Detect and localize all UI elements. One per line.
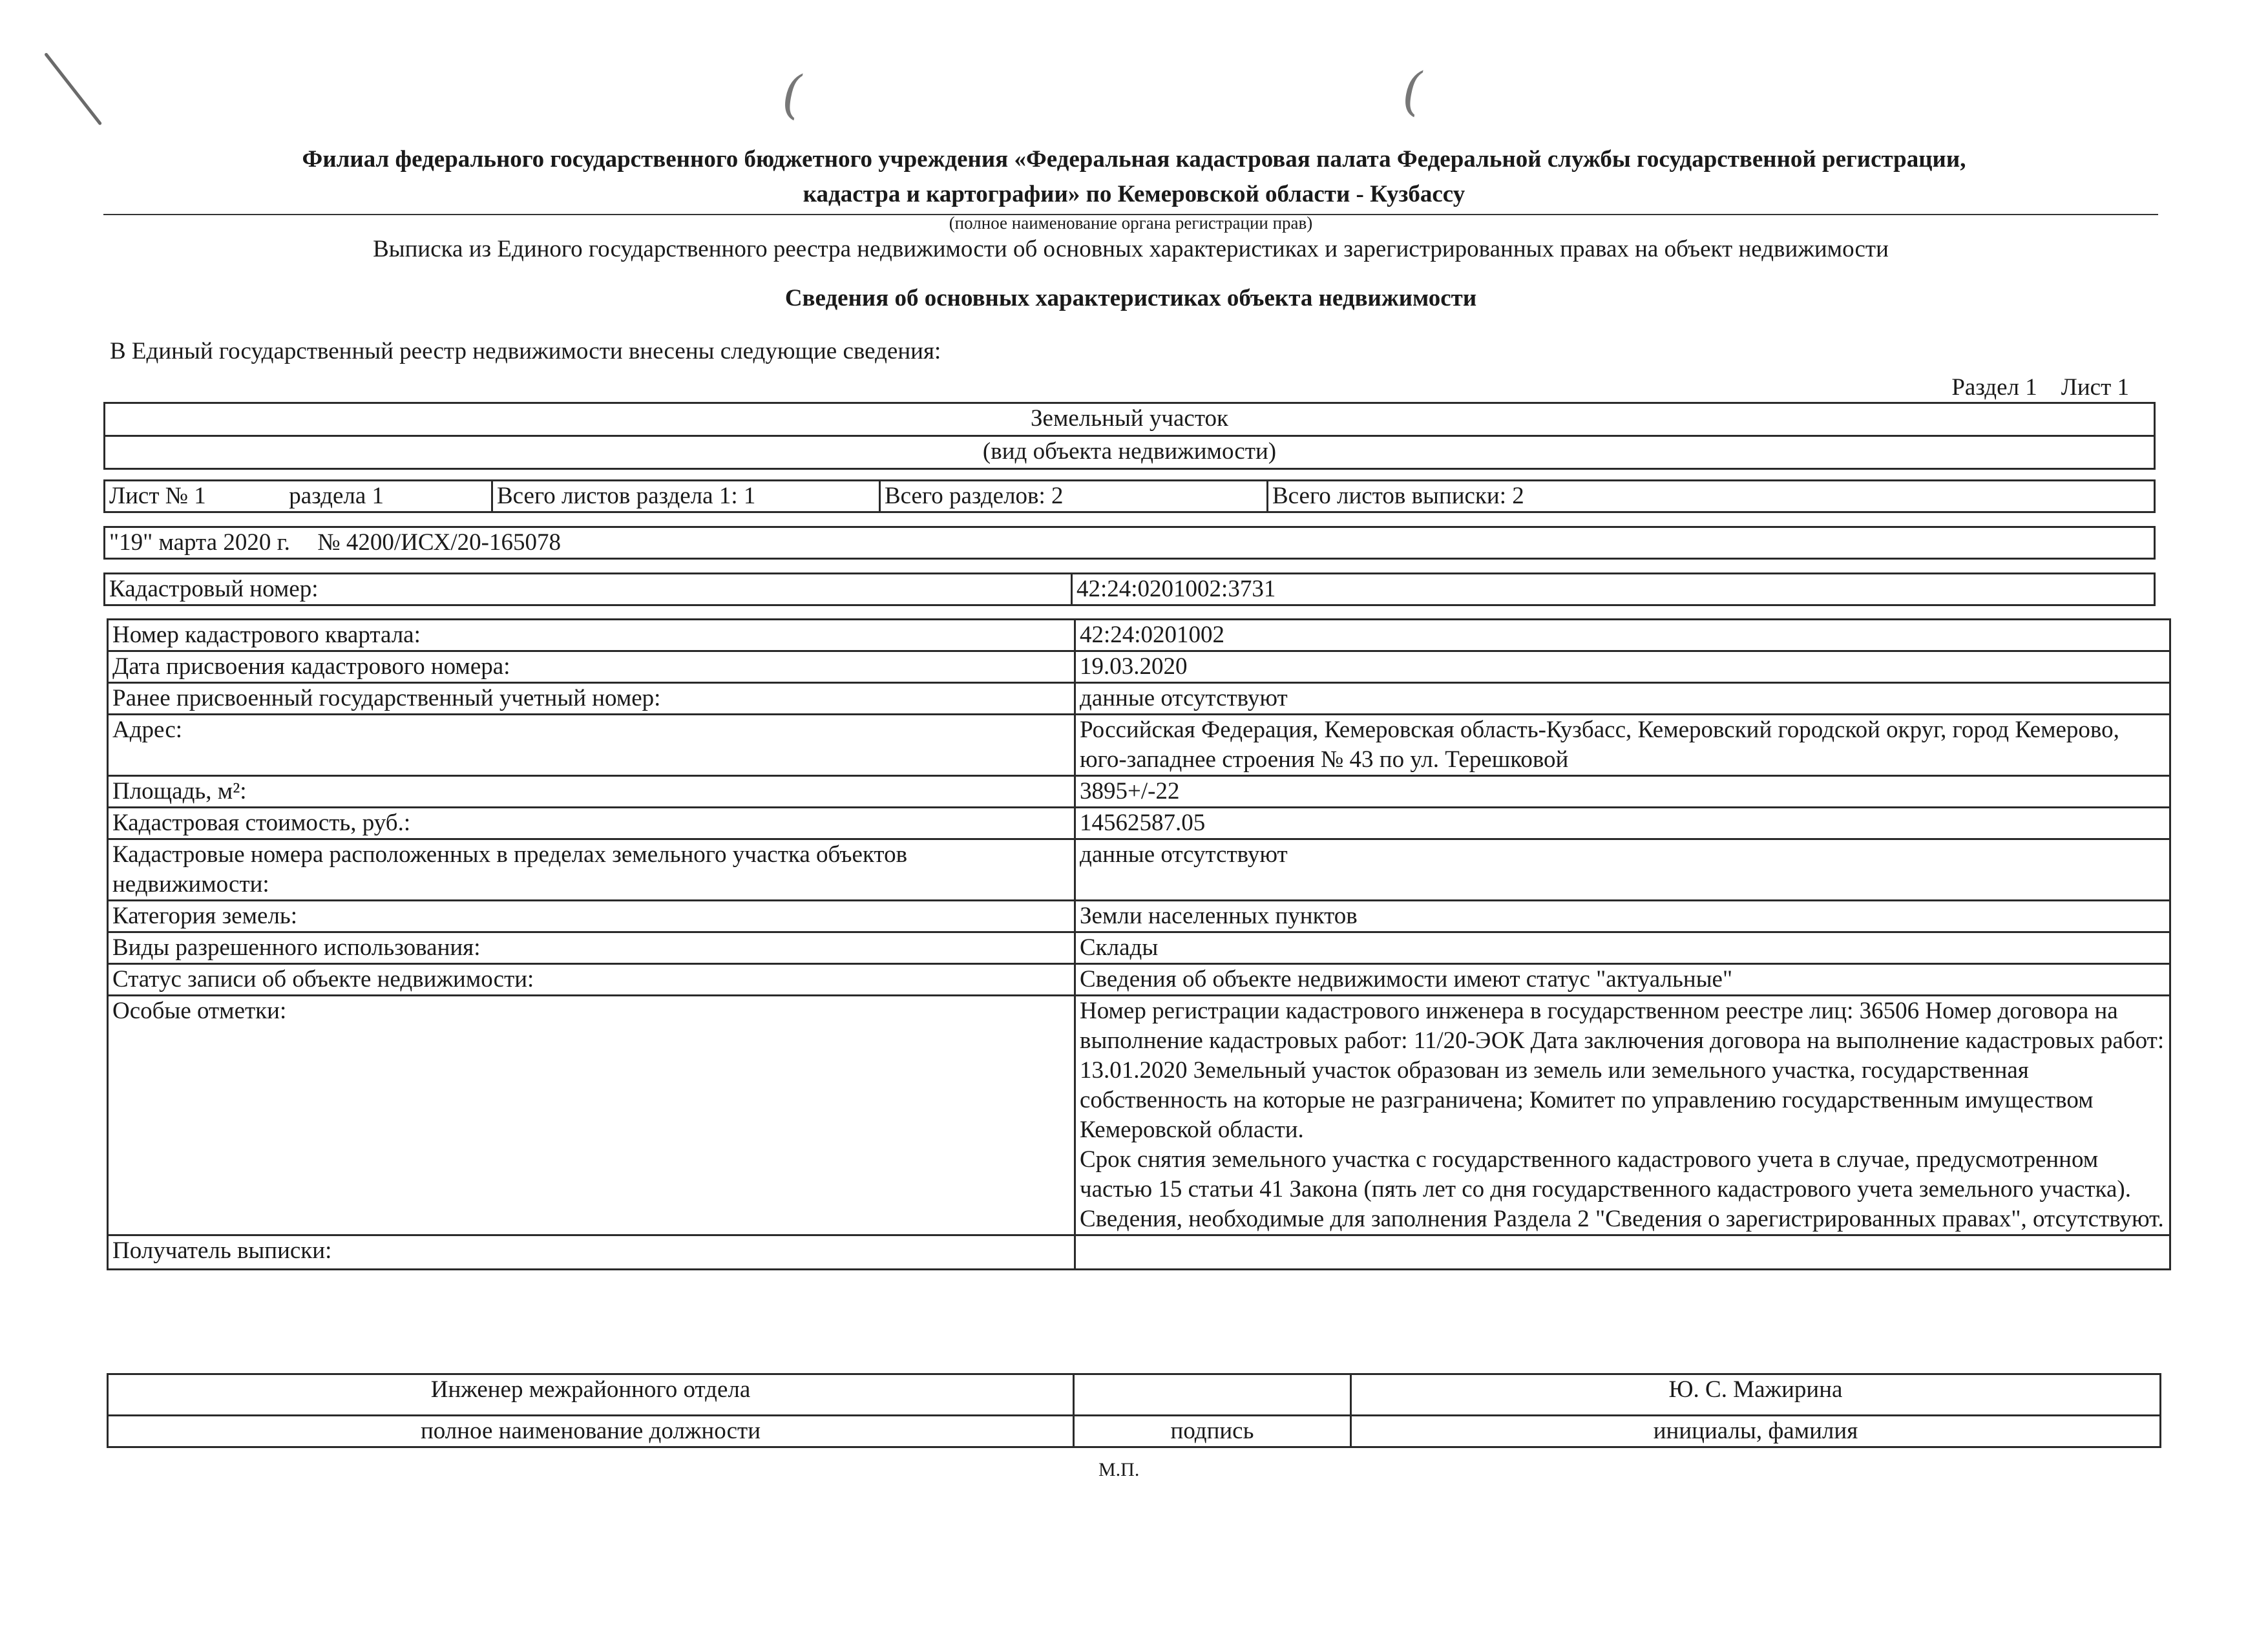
date-table [103,526,2156,560]
special-note-paragraph: Сведения, необходимые для заполнения Раздела 2 "Сведения о зарегистрированных правах", отсутствуют. [1080,1206,2164,1232]
extract-date: "19" марта 2020 г. [109,529,290,556]
row-value: 14562587.05 [1075,808,2170,839]
section-title: Сведения об основных характеристиках объекта недвижимости [784,285,1477,311]
row-value: 42:24:0201002 [1075,620,2170,651]
row-value: данные отсутствуют [1075,839,2170,901]
table-row [108,651,2170,683]
table-row [108,839,2170,901]
row-label: Категория земель: [108,901,1075,932]
intro-text: В Единый государственный реестр недвижимости внесены следующие сведения: [110,338,941,364]
object-type-caption: (вид объекта недвижимости) [105,436,2155,469]
signer-name: Ю. С. Мажирина [1351,1374,2161,1416]
signature-caption: подпись [1074,1416,1351,1447]
row-label: Статус записи об объекте недвижимости: [108,964,1075,996]
row-value: Земли населенных пунктов [1075,901,2170,932]
stamp-place: М.П. [1098,1459,1140,1480]
row-value: 19.03.2020 [1075,651,2170,683]
row-value: данные отсутствуют [1075,683,2170,715]
row-value [1075,1235,2170,1270]
row-label: Особые отметки: [108,996,1075,1235]
organization-name [103,142,2165,212]
object-type: Земельный участок [105,403,2155,436]
scan-bracket: ( [1402,61,1423,121]
table-row [108,683,2170,715]
row-label: Адрес: [108,715,1075,776]
organization-line-1: Филиал федерального государственного бюджетного учреждения «Федеральная кадастровая палата Федеральной службы государственной регистрации, [302,146,1966,173]
row-value: Склады [1075,932,2170,964]
position-caption: полное наименование должности [108,1416,1074,1447]
table-row [108,1235,2170,1270]
cadastral-number-value: 42:24:0201002:3731 [1072,574,2155,605]
sheet-of-section: раздела 1 [289,483,384,509]
sheet-number: Лист № 1 [109,483,206,509]
sheet-number-cell [105,481,492,512]
signature-field [1074,1374,1351,1416]
total-sections: Всего разделов: 2 [880,481,1268,512]
object-type-table [103,402,2156,470]
row-label: Кадастровые номера расположенных в пределах земельного участка объектов недвижимости: [108,839,1075,901]
table-row [108,932,2170,964]
row-value: 3895+/-22 [1075,776,2170,808]
total-section-sheets: Всего листов раздела 1: 1 [492,481,880,512]
row-value: Российская Федерация, Кемеровская область-Кузбасс, Кемеровский городской округ, город Кемерово, юго-западнее строения № 43 по ул. Терешковой [1075,715,2170,776]
row-label: Кадастровая стоимость, руб.: [108,808,1075,839]
cadastral-number-table [103,572,2156,606]
special-notes-value [1075,996,2170,1235]
organization-line-2: кадастра и картографии» по Кемеровской области - Кузбассу [803,181,1465,207]
name-caption: инициалы, фамилия [1351,1416,2161,1447]
position-name: Инженер межрайонного отдела [108,1374,1074,1416]
organization-caption: (полное наименование органа регистрации прав) [949,213,1313,233]
row-label: Площадь, м²: [108,776,1075,808]
table-row [108,901,2170,932]
row-value: Сведения об объекте недвижимости имеют статус "актуальные" [1075,964,2170,996]
special-note-paragraph: Срок снятия земельного участка с государственного кадастрового учета в случае, предусмотренном частью 15 статьи 41 Закона (пять лет со дня государственного кадастрового учета земельного участка). [1080,1146,2131,1203]
table-row [108,996,2170,1235]
table-row [108,964,2170,996]
scan-bracket: ( [782,65,803,125]
row-label: Получатель выписки: [108,1235,1075,1270]
row-label: Виды разрешенного использования: [108,932,1075,964]
signature-table [107,1373,2161,1448]
total-sheets: Всего листов выписки: 2 [1268,481,2155,512]
document-title: Выписка из Единого государственного реестра недвижимости об основных характеристиках и зарегистрированных правах на объект недвижимости [373,236,1889,262]
table-row [108,715,2170,776]
special-note-paragraph: Номер регистрации кадастрового инженера в государственном реестре лиц: 36506 Номер договора на выполнение кадастровых работ: 11/20-ЭОК Дата заключения договора на выполнение кадастровых работ: 13.01.2020 Земельный участок образован из земель или земельного участка, государственная собственность на которые не разграничена; Комитет по управлению государственным имуществом Кемеровской области. [1080,998,2165,1143]
row-label: Номер кадастрового квартала: [108,620,1075,651]
sheet-info-table [103,479,2156,513]
table-row [108,620,2170,651]
table-row [108,808,2170,839]
characteristics-table [107,618,2171,1270]
row-label: Дата присвоения кадастрового номера: [108,651,1075,683]
row-label: Ранее присвоенный государственный учетный номер: [108,683,1075,715]
date-cell [105,527,2155,559]
table-row [108,776,2170,808]
extract-number: № 4200/ИСХ/20-165078 [317,529,561,556]
scan-mark [44,52,102,125]
section-sheet-ref: Раздел 1 Лист 1 [1951,374,2129,401]
cadastral-number-label: Кадастровый номер: [105,574,1072,605]
